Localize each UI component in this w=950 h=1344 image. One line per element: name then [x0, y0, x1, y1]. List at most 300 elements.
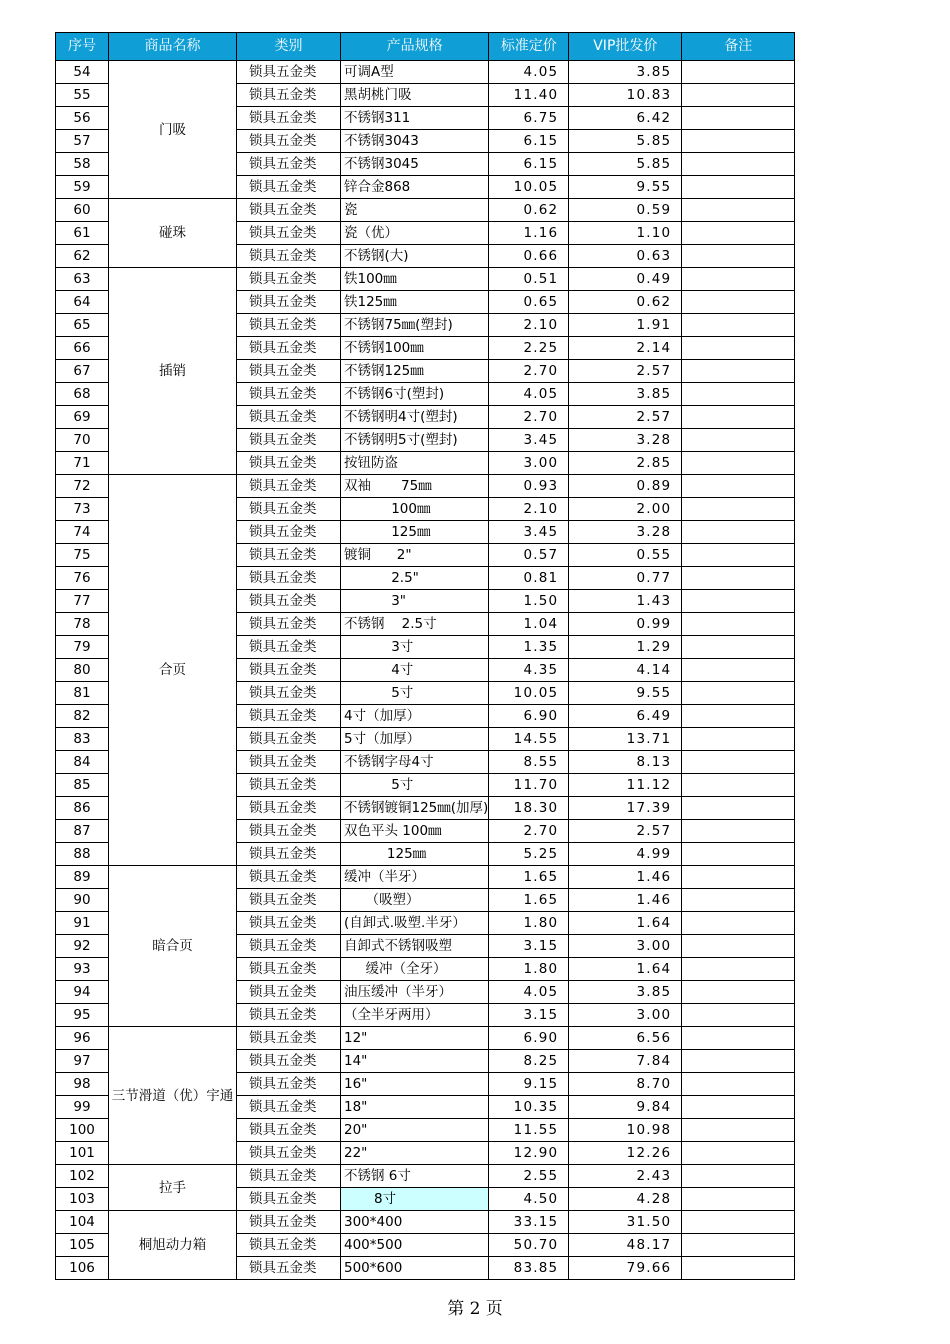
standard-price-cell[interactable]: 0.57 — [489, 544, 569, 567]
vip-price-cell[interactable]: 2.85 — [569, 452, 682, 475]
row-number-cell[interactable]: 56 — [56, 107, 109, 130]
spec-cell[interactable]: 缓冲（半牙） — [341, 866, 489, 889]
standard-price-cell[interactable]: 4.05 — [489, 61, 569, 84]
vip-price-cell[interactable]: 1.64 — [569, 958, 682, 981]
row-number-cell[interactable]: 103 — [56, 1188, 109, 1211]
spec-cell[interactable]: 不锈钢125㎜ — [341, 360, 489, 383]
row-number-cell[interactable]: 105 — [56, 1234, 109, 1257]
category-cell[interactable]: 锁具五金类 — [237, 199, 341, 222]
category-cell[interactable]: 锁具五金类 — [237, 61, 341, 84]
standard-price-cell[interactable]: 1.80 — [489, 912, 569, 935]
standard-price-cell[interactable]: 14.55 — [489, 728, 569, 751]
row-number-cell[interactable]: 88 — [56, 843, 109, 866]
note-cell[interactable] — [682, 866, 795, 889]
row-number-cell[interactable]: 86 — [56, 797, 109, 820]
spec-cell[interactable]: 5寸 — [341, 682, 489, 705]
category-cell[interactable]: 锁具五金类 — [237, 705, 341, 728]
note-cell[interactable] — [682, 61, 795, 84]
category-cell[interactable]: 锁具五金类 — [237, 222, 341, 245]
category-cell[interactable]: 锁具五金类 — [237, 268, 341, 291]
spec-cell[interactable]: 铁125㎜ — [341, 291, 489, 314]
spec-cell[interactable]: （吸塑） — [341, 889, 489, 912]
product-name-cell[interactable]: 碰珠 — [109, 199, 237, 268]
note-cell[interactable] — [682, 590, 795, 613]
standard-price-cell[interactable]: 9.15 — [489, 1073, 569, 1096]
note-cell[interactable] — [682, 337, 795, 360]
row-number-cell[interactable]: 57 — [56, 130, 109, 153]
spec-cell[interactable]: 不锈钢镀铜125㎜(加厚) — [341, 797, 489, 820]
standard-price-cell[interactable]: 8.25 — [489, 1050, 569, 1073]
standard-price-cell[interactable]: 12.90 — [489, 1142, 569, 1165]
standard-price-cell[interactable]: 0.66 — [489, 245, 569, 268]
product-name-cell[interactable]: 三节滑道（优）宇通 — [109, 1027, 237, 1165]
standard-price-cell[interactable]: 1.04 — [489, 613, 569, 636]
note-cell[interactable] — [682, 544, 795, 567]
standard-price-cell[interactable]: 2.70 — [489, 406, 569, 429]
note-cell[interactable] — [682, 1234, 795, 1257]
category-cell[interactable]: 锁具五金类 — [237, 429, 341, 452]
product-name-cell[interactable]: 插销 — [109, 268, 237, 475]
standard-price-cell[interactable]: 3.15 — [489, 935, 569, 958]
note-cell[interactable] — [682, 1096, 795, 1119]
vip-price-cell[interactable]: 5.85 — [569, 130, 682, 153]
vip-price-cell[interactable]: 3.00 — [569, 1004, 682, 1027]
spec-cell[interactable]: 8寸 — [341, 1188, 489, 1211]
spec-cell[interactable]: 铁100㎜ — [341, 268, 489, 291]
spec-cell[interactable]: 20" — [341, 1119, 489, 1142]
standard-price-cell[interactable]: 11.40 — [489, 84, 569, 107]
vip-price-cell[interactable]: 3.85 — [569, 383, 682, 406]
spec-cell[interactable]: 2.5" — [341, 567, 489, 590]
standard-price-cell[interactable]: 10.05 — [489, 682, 569, 705]
row-number-cell[interactable]: 72 — [56, 475, 109, 498]
standard-price-cell[interactable]: 18.30 — [489, 797, 569, 820]
spec-cell[interactable]: （全半牙两用） — [341, 1004, 489, 1027]
vip-price-cell[interactable]: 4.28 — [569, 1188, 682, 1211]
row-number-cell[interactable]: 85 — [56, 774, 109, 797]
spec-cell[interactable]: 自卸式不锈钢吸塑 — [341, 935, 489, 958]
category-cell[interactable]: 锁具五金类 — [237, 1234, 341, 1257]
spec-cell[interactable]: 不锈钢75㎜(塑封) — [341, 314, 489, 337]
spec-cell[interactable]: 不锈钢 2.5寸 — [341, 613, 489, 636]
note-cell[interactable] — [682, 1004, 795, 1027]
note-cell[interactable] — [682, 843, 795, 866]
standard-price-cell[interactable]: 2.10 — [489, 498, 569, 521]
spec-cell[interactable]: 不锈钢6寸(塑封) — [341, 383, 489, 406]
spec-cell[interactable]: 500*600 — [341, 1257, 489, 1280]
note-cell[interactable] — [682, 199, 795, 222]
note-cell[interactable] — [682, 268, 795, 291]
standard-price-cell[interactable]: 1.35 — [489, 636, 569, 659]
note-cell[interactable] — [682, 705, 795, 728]
row-number-cell[interactable]: 71 — [56, 452, 109, 475]
standard-price-cell[interactable]: 1.16 — [489, 222, 569, 245]
note-cell[interactable] — [682, 659, 795, 682]
category-cell[interactable]: 锁具五金类 — [237, 682, 341, 705]
standard-price-cell[interactable]: 33.15 — [489, 1211, 569, 1234]
row-number-cell[interactable]: 84 — [56, 751, 109, 774]
row-number-cell[interactable]: 98 — [56, 1073, 109, 1096]
standard-price-cell[interactable]: 11.55 — [489, 1119, 569, 1142]
vip-price-cell[interactable]: 0.63 — [569, 245, 682, 268]
vip-price-cell[interactable]: 3.00 — [569, 935, 682, 958]
spec-cell[interactable]: 镀铜 2" — [341, 544, 489, 567]
row-number-cell[interactable]: 91 — [56, 912, 109, 935]
category-cell[interactable]: 锁具五金类 — [237, 797, 341, 820]
note-cell[interactable] — [682, 314, 795, 337]
spec-cell[interactable]: (自卸式.吸塑.半牙） — [341, 912, 489, 935]
row-number-cell[interactable]: 87 — [56, 820, 109, 843]
standard-price-cell[interactable]: 6.90 — [489, 1027, 569, 1050]
category-cell[interactable]: 锁具五金类 — [237, 1096, 341, 1119]
category-cell[interactable]: 锁具五金类 — [237, 153, 341, 176]
note-cell[interactable] — [682, 107, 795, 130]
vip-price-cell[interactable]: 5.85 — [569, 153, 682, 176]
vip-price-cell[interactable]: 0.55 — [569, 544, 682, 567]
note-cell[interactable] — [682, 981, 795, 1004]
row-number-cell[interactable]: 64 — [56, 291, 109, 314]
note-cell[interactable] — [682, 751, 795, 774]
spec-cell[interactable]: 双色平头 100㎜ — [341, 820, 489, 843]
row-number-cell[interactable]: 76 — [56, 567, 109, 590]
row-number-cell[interactable]: 63 — [56, 268, 109, 291]
category-cell[interactable]: 锁具五金类 — [237, 314, 341, 337]
standard-price-cell[interactable]: 4.05 — [489, 383, 569, 406]
row-number-cell[interactable]: 101 — [56, 1142, 109, 1165]
row-number-cell[interactable]: 80 — [56, 659, 109, 682]
vip-price-cell[interactable]: 17.39 — [569, 797, 682, 820]
row-number-cell[interactable]: 65 — [56, 314, 109, 337]
category-cell[interactable]: 锁具五金类 — [237, 291, 341, 314]
vip-price-cell[interactable]: 6.56 — [569, 1027, 682, 1050]
category-cell[interactable]: 锁具五金类 — [237, 1257, 341, 1280]
row-number-cell[interactable]: 82 — [56, 705, 109, 728]
row-number-cell[interactable]: 60 — [56, 199, 109, 222]
row-number-cell[interactable]: 92 — [56, 935, 109, 958]
vip-price-cell[interactable]: 13.71 — [569, 728, 682, 751]
standard-price-cell[interactable]: 10.35 — [489, 1096, 569, 1119]
row-number-cell[interactable]: 69 — [56, 406, 109, 429]
spec-cell[interactable]: 不锈钢明4寸(塑封) — [341, 406, 489, 429]
vip-price-cell[interactable]: 1.91 — [569, 314, 682, 337]
note-cell[interactable] — [682, 682, 795, 705]
product-name-cell[interactable]: 桐旭动力箱 — [109, 1211, 237, 1280]
category-cell[interactable]: 锁具五金类 — [237, 383, 341, 406]
category-cell[interactable]: 锁具五金类 — [237, 567, 341, 590]
row-number-cell[interactable]: 67 — [56, 360, 109, 383]
category-cell[interactable]: 锁具五金类 — [237, 176, 341, 199]
spec-cell[interactable]: 不锈钢明5寸(塑封) — [341, 429, 489, 452]
vip-price-cell[interactable]: 3.28 — [569, 521, 682, 544]
standard-price-cell[interactable]: 50.70 — [489, 1234, 569, 1257]
category-cell[interactable]: 锁具五金类 — [237, 866, 341, 889]
standard-price-cell[interactable]: 2.10 — [489, 314, 569, 337]
standard-price-cell[interactable]: 0.81 — [489, 567, 569, 590]
category-cell[interactable]: 锁具五金类 — [237, 130, 341, 153]
row-number-cell[interactable]: 59 — [56, 176, 109, 199]
category-cell[interactable]: 锁具五金类 — [237, 1004, 341, 1027]
category-cell[interactable]: 锁具五金类 — [237, 498, 341, 521]
vip-price-cell[interactable]: 9.55 — [569, 682, 682, 705]
row-number-cell[interactable]: 90 — [56, 889, 109, 912]
vip-price-cell[interactable]: 79.66 — [569, 1257, 682, 1280]
category-cell[interactable]: 锁具五金类 — [237, 544, 341, 567]
standard-price-cell[interactable]: 3.45 — [489, 521, 569, 544]
standard-price-cell[interactable]: 4.50 — [489, 1188, 569, 1211]
category-cell[interactable]: 锁具五金类 — [237, 613, 341, 636]
spec-cell[interactable]: 不锈钢3043 — [341, 130, 489, 153]
spec-cell[interactable]: 100㎜ — [341, 498, 489, 521]
row-number-cell[interactable]: 89 — [56, 866, 109, 889]
note-cell[interactable] — [682, 84, 795, 107]
standard-price-cell[interactable]: 0.65 — [489, 291, 569, 314]
spec-cell[interactable]: 不锈钢字母4寸 — [341, 751, 489, 774]
category-cell[interactable]: 锁具五金类 — [237, 843, 341, 866]
standard-price-cell[interactable]: 10.05 — [489, 176, 569, 199]
vip-price-cell[interactable]: 10.98 — [569, 1119, 682, 1142]
category-cell[interactable]: 锁具五金类 — [237, 1142, 341, 1165]
category-cell[interactable]: 锁具五金类 — [237, 1188, 341, 1211]
vip-price-cell[interactable]: 2.14 — [569, 337, 682, 360]
vip-price-cell[interactable]: 0.77 — [569, 567, 682, 590]
spec-cell[interactable]: 5寸（加厚） — [341, 728, 489, 751]
vip-price-cell[interactable]: 0.99 — [569, 613, 682, 636]
spec-cell[interactable]: 不锈钢100㎜ — [341, 337, 489, 360]
standard-price-cell[interactable]: 3.15 — [489, 1004, 569, 1027]
row-number-cell[interactable]: 95 — [56, 1004, 109, 1027]
row-number-cell[interactable]: 99 — [56, 1096, 109, 1119]
note-cell[interactable] — [682, 521, 795, 544]
vip-price-cell[interactable]: 0.59 — [569, 199, 682, 222]
note-cell[interactable] — [682, 1119, 795, 1142]
vip-price-cell[interactable]: 9.84 — [569, 1096, 682, 1119]
row-number-cell[interactable]: 97 — [56, 1050, 109, 1073]
note-cell[interactable] — [682, 475, 795, 498]
note-cell[interactable] — [682, 176, 795, 199]
row-number-cell[interactable]: 96 — [56, 1027, 109, 1050]
standard-price-cell[interactable]: 2.70 — [489, 820, 569, 843]
note-cell[interactable] — [682, 1257, 795, 1280]
vip-price-cell[interactable]: 31.50 — [569, 1211, 682, 1234]
product-name-cell[interactable]: 门吸 — [109, 61, 237, 199]
product-name-cell[interactable]: 拉手 — [109, 1165, 237, 1211]
vip-price-cell[interactable]: 8.70 — [569, 1073, 682, 1096]
category-cell[interactable]: 锁具五金类 — [237, 475, 341, 498]
category-cell[interactable]: 锁具五金类 — [237, 245, 341, 268]
row-number-cell[interactable]: 58 — [56, 153, 109, 176]
spec-cell[interactable]: 4寸（加厚） — [341, 705, 489, 728]
standard-price-cell[interactable]: 6.15 — [489, 153, 569, 176]
vip-price-cell[interactable]: 0.49 — [569, 268, 682, 291]
standard-price-cell[interactable]: 5.25 — [489, 843, 569, 866]
spec-cell[interactable]: 300*400 — [341, 1211, 489, 1234]
row-number-cell[interactable]: 77 — [56, 590, 109, 613]
vip-price-cell[interactable]: 0.89 — [569, 475, 682, 498]
product-name-cell[interactable]: 合页 — [109, 475, 237, 866]
spec-cell[interactable]: 瓷（优） — [341, 222, 489, 245]
note-cell[interactable] — [682, 406, 795, 429]
vip-price-cell[interactable]: 3.85 — [569, 61, 682, 84]
note-cell[interactable] — [682, 728, 795, 751]
standard-price-cell[interactable]: 1.65 — [489, 889, 569, 912]
standard-price-cell[interactable]: 2.25 — [489, 337, 569, 360]
vip-price-cell[interactable]: 9.55 — [569, 176, 682, 199]
vip-price-cell[interactable]: 1.10 — [569, 222, 682, 245]
category-cell[interactable]: 锁具五金类 — [237, 521, 341, 544]
standard-price-cell[interactable]: 83.85 — [489, 1257, 569, 1280]
product-name-cell[interactable]: 暗合页 — [109, 866, 237, 1027]
spec-cell[interactable]: 锌合金868 — [341, 176, 489, 199]
spec-cell[interactable]: 黑胡桃门吸 — [341, 84, 489, 107]
spec-cell[interactable]: 缓冲（全牙） — [341, 958, 489, 981]
spec-cell[interactable]: 不锈钢3045 — [341, 153, 489, 176]
spec-cell[interactable]: 400*500 — [341, 1234, 489, 1257]
spec-cell[interactable]: 12" — [341, 1027, 489, 1050]
note-cell[interactable] — [682, 797, 795, 820]
note-cell[interactable] — [682, 1165, 795, 1188]
note-cell[interactable] — [682, 222, 795, 245]
vip-price-cell[interactable]: 6.42 — [569, 107, 682, 130]
row-number-cell[interactable]: 106 — [56, 1257, 109, 1280]
note-cell[interactable] — [682, 636, 795, 659]
vip-price-cell[interactable]: 1.46 — [569, 866, 682, 889]
category-cell[interactable]: 锁具五金类 — [237, 751, 341, 774]
standard-price-cell[interactable]: 4.35 — [489, 659, 569, 682]
row-number-cell[interactable]: 66 — [56, 337, 109, 360]
spec-cell[interactable]: 按钮防盗 — [341, 452, 489, 475]
row-number-cell[interactable]: 102 — [56, 1165, 109, 1188]
category-cell[interactable]: 锁具五金类 — [237, 981, 341, 1004]
standard-price-cell[interactable]: 3.00 — [489, 452, 569, 475]
standard-price-cell[interactable]: 3.45 — [489, 429, 569, 452]
vip-price-cell[interactable]: 1.64 — [569, 912, 682, 935]
standard-price-cell[interactable]: 0.62 — [489, 199, 569, 222]
spec-cell[interactable]: 不锈钢311 — [341, 107, 489, 130]
vip-price-cell[interactable]: 0.62 — [569, 291, 682, 314]
vip-price-cell[interactable]: 6.49 — [569, 705, 682, 728]
category-cell[interactable]: 锁具五金类 — [237, 107, 341, 130]
row-number-cell[interactable]: 73 — [56, 498, 109, 521]
spec-cell[interactable]: 4寸 — [341, 659, 489, 682]
row-number-cell[interactable]: 70 — [56, 429, 109, 452]
category-cell[interactable]: 锁具五金类 — [237, 337, 341, 360]
note-cell[interactable] — [682, 912, 795, 935]
vip-price-cell[interactable]: 4.99 — [569, 843, 682, 866]
row-number-cell[interactable]: 78 — [56, 613, 109, 636]
row-number-cell[interactable]: 68 — [56, 383, 109, 406]
category-cell[interactable]: 锁具五金类 — [237, 659, 341, 682]
standard-price-cell[interactable]: 0.51 — [489, 268, 569, 291]
vip-price-cell[interactable]: 3.85 — [569, 981, 682, 1004]
note-cell[interactable] — [682, 958, 795, 981]
vip-price-cell[interactable]: 10.83 — [569, 84, 682, 107]
note-cell[interactable] — [682, 291, 795, 314]
spec-cell[interactable]: 16" — [341, 1073, 489, 1096]
spec-cell[interactable]: 可调A型 — [341, 61, 489, 84]
category-cell[interactable]: 锁具五金类 — [237, 1050, 341, 1073]
standard-price-cell[interactable]: 6.90 — [489, 705, 569, 728]
vip-price-cell[interactable]: 1.46 — [569, 889, 682, 912]
row-number-cell[interactable]: 61 — [56, 222, 109, 245]
spec-cell[interactable]: 3寸 — [341, 636, 489, 659]
category-cell[interactable]: 锁具五金类 — [237, 1073, 341, 1096]
note-cell[interactable] — [682, 429, 795, 452]
row-number-cell[interactable]: 83 — [56, 728, 109, 751]
spec-cell[interactable]: 不锈钢 6寸 — [341, 1165, 489, 1188]
standard-price-cell[interactable]: 6.75 — [489, 107, 569, 130]
category-cell[interactable]: 锁具五金类 — [237, 406, 341, 429]
spec-cell[interactable]: 14" — [341, 1050, 489, 1073]
note-cell[interactable] — [682, 360, 795, 383]
note-cell[interactable] — [682, 1211, 795, 1234]
standard-price-cell[interactable]: 1.65 — [489, 866, 569, 889]
spec-cell[interactable]: 3" — [341, 590, 489, 613]
note-cell[interactable] — [682, 1142, 795, 1165]
vip-price-cell[interactable]: 2.43 — [569, 1165, 682, 1188]
vip-price-cell[interactable]: 2.57 — [569, 820, 682, 843]
note-cell[interactable] — [682, 567, 795, 590]
note-cell[interactable] — [682, 245, 795, 268]
vip-price-cell[interactable]: 2.57 — [569, 360, 682, 383]
category-cell[interactable]: 锁具五金类 — [237, 452, 341, 475]
category-cell[interactable]: 锁具五金类 — [237, 774, 341, 797]
note-cell[interactable] — [682, 1050, 795, 1073]
row-number-cell[interactable]: 100 — [56, 1119, 109, 1142]
spec-cell[interactable]: 瓷 — [341, 199, 489, 222]
spec-cell[interactable]: 22" — [341, 1142, 489, 1165]
category-cell[interactable]: 锁具五金类 — [237, 958, 341, 981]
row-number-cell[interactable]: 62 — [56, 245, 109, 268]
spec-cell[interactable]: 125㎜ — [341, 843, 489, 866]
standard-price-cell[interactable]: 2.55 — [489, 1165, 569, 1188]
note-cell[interactable] — [682, 383, 795, 406]
note-cell[interactable] — [682, 153, 795, 176]
standard-price-cell[interactable]: 8.55 — [489, 751, 569, 774]
note-cell[interactable] — [682, 820, 795, 843]
vip-price-cell[interactable]: 4.14 — [569, 659, 682, 682]
note-cell[interactable] — [682, 1188, 795, 1211]
note-cell[interactable] — [682, 130, 795, 153]
vip-price-cell[interactable]: 11.12 — [569, 774, 682, 797]
category-cell[interactable]: 锁具五金类 — [237, 820, 341, 843]
category-cell[interactable]: 锁具五金类 — [237, 636, 341, 659]
note-cell[interactable] — [682, 1027, 795, 1050]
standard-price-cell[interactable]: 2.70 — [489, 360, 569, 383]
spec-cell[interactable]: 油压缓冲（半牙） — [341, 981, 489, 1004]
standard-price-cell[interactable]: 1.80 — [489, 958, 569, 981]
note-cell[interactable] — [682, 1073, 795, 1096]
standard-price-cell[interactable]: 11.70 — [489, 774, 569, 797]
category-cell[interactable]: 锁具五金类 — [237, 728, 341, 751]
category-cell[interactable]: 锁具五金类 — [237, 1211, 341, 1234]
row-number-cell[interactable]: 94 — [56, 981, 109, 1004]
vip-price-cell[interactable]: 1.29 — [569, 636, 682, 659]
row-number-cell[interactable]: 104 — [56, 1211, 109, 1234]
row-number-cell[interactable]: 54 — [56, 61, 109, 84]
vip-price-cell[interactable]: 2.57 — [569, 406, 682, 429]
category-cell[interactable]: 锁具五金类 — [237, 1027, 341, 1050]
standard-price-cell[interactable]: 1.50 — [489, 590, 569, 613]
vip-price-cell[interactable]: 2.00 — [569, 498, 682, 521]
note-cell[interactable] — [682, 452, 795, 475]
category-cell[interactable]: 锁具五金类 — [237, 590, 341, 613]
vip-price-cell[interactable]: 12.26 — [569, 1142, 682, 1165]
row-number-cell[interactable]: 93 — [56, 958, 109, 981]
note-cell[interactable] — [682, 613, 795, 636]
category-cell[interactable]: 锁具五金类 — [237, 1165, 341, 1188]
spec-cell[interactable]: 18" — [341, 1096, 489, 1119]
row-number-cell[interactable]: 75 — [56, 544, 109, 567]
